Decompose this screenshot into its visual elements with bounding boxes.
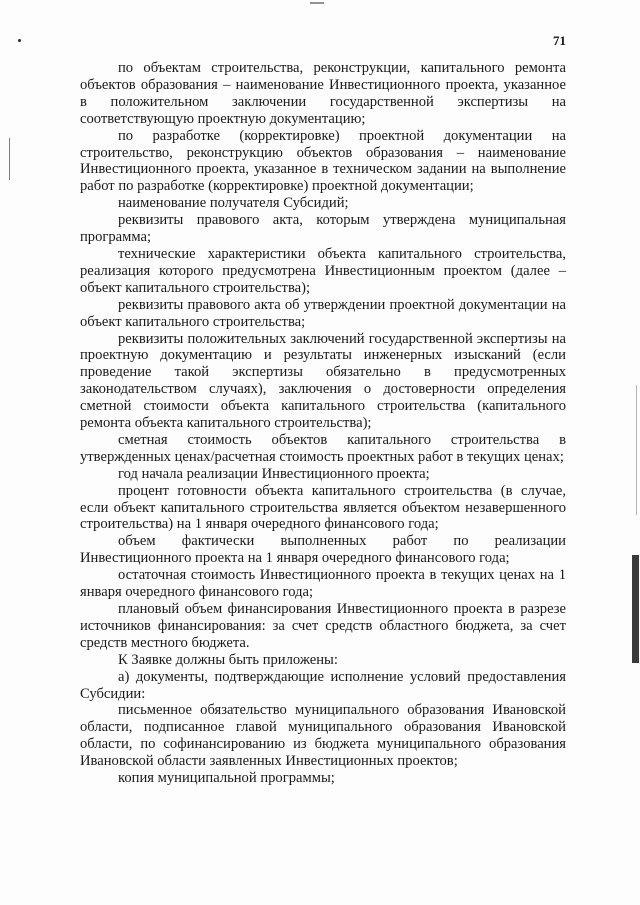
paragraph-recipient-name: наименование получателя Субсидий; [118, 195, 349, 212]
document-body [80, 60, 566, 787]
scan-artifact [310, 2, 324, 4]
paragraph-readiness-percent: процент готовности объекта капитального строительства (в случае, если объект капитального строительства является объектом незавершенного строительства) на 1 января очередного финансового года; [80, 482, 566, 533]
paragraph-cofinancing-obligation: письменное обязательство муниципального образования Ивановской области, подписанное главой муниципального образования Ивановской области, по софинансированию из бюджета муниципального образования Ивановской области заявленных Инвестиционных проектов; [80, 702, 566, 770]
paragraph-program-act: реквизиты правового акта, которым утверждена муниципальная программа; [80, 212, 566, 246]
paragraph-residual-cost: остаточная стоимость Инвестиционного проекта в текущих ценах на 1 января очередного финансового года; [80, 567, 566, 601]
paragraph-technical-characteristics: технические характеристики объекта капитального строительства, реализация которого предусмотрена Инвестиционным проектом (далее – объект капитального строительства); [80, 245, 566, 296]
scan-edge-shadow [632, 555, 639, 663]
paragraph-expertise-conclusions: реквизиты положительных заключений государственной экспертизы на проектную документацию и результаты инженерных изысканий (если проведение такой экспертизы обязательно в предусмотренных законодательством случаях), заключения о достоверности определения сметной стоимости объекта капитального строительства (капитального ремонта объекта капитального строительства); [80, 330, 566, 432]
paragraph-design-approval-act: реквизиты правового акта об утверждении проектной документации на объект капитального строительства; [80, 296, 566, 330]
paragraph-planned-financing: плановый объем финансирования Инвестиционного проекта в разрезе источников финансирования: за счет средств областного бюджета, за счет средств местного бюджета. [80, 601, 566, 651]
paragraph-project-name-design: по разработке (корректировке) проектной документации на строительство, реконструкцию объектов образования – наименование Инвестиционного проекта, указанное в техническом задании на выполнение работ по разработке (корректировке) проектной документации; [80, 127, 566, 195]
paragraph-start-year: год начала реализации Инвестиционного проекта; [118, 465, 430, 482]
paragraph-program-copy: копия муниципальной программы; [118, 770, 335, 787]
paragraph-attachments-heading: К Заявке должны быть приложены: [118, 651, 338, 668]
paragraph-completed-work-volume: объем фактически выполненных работ по реализации Инвестиционного проекта на 1 января очередного финансового года; [80, 533, 566, 567]
page-number: 71 [553, 33, 566, 48]
scan-artifact [636, 385, 637, 515]
paragraph-project-name-construction: по объектам строительства, реконструкции, капитального ремонта объектов образования – наименование Инвестиционного проекта, указанное в положительном заключении государственной экспертизы на соответствующую проектную документацию; [80, 60, 566, 127]
scan-artifact [18, 39, 21, 42]
paragraph-estimated-cost: сметная стоимость объектов капитального строительства в утвержденных ценах/расчетная стоимость проектных работ в текущих ценах; [80, 431, 566, 465]
scan-artifact [9, 138, 10, 180]
paragraph-attachment-a: а) документы, подтверждающие исполнение условий предоставления Субсидии: [80, 668, 566, 702]
